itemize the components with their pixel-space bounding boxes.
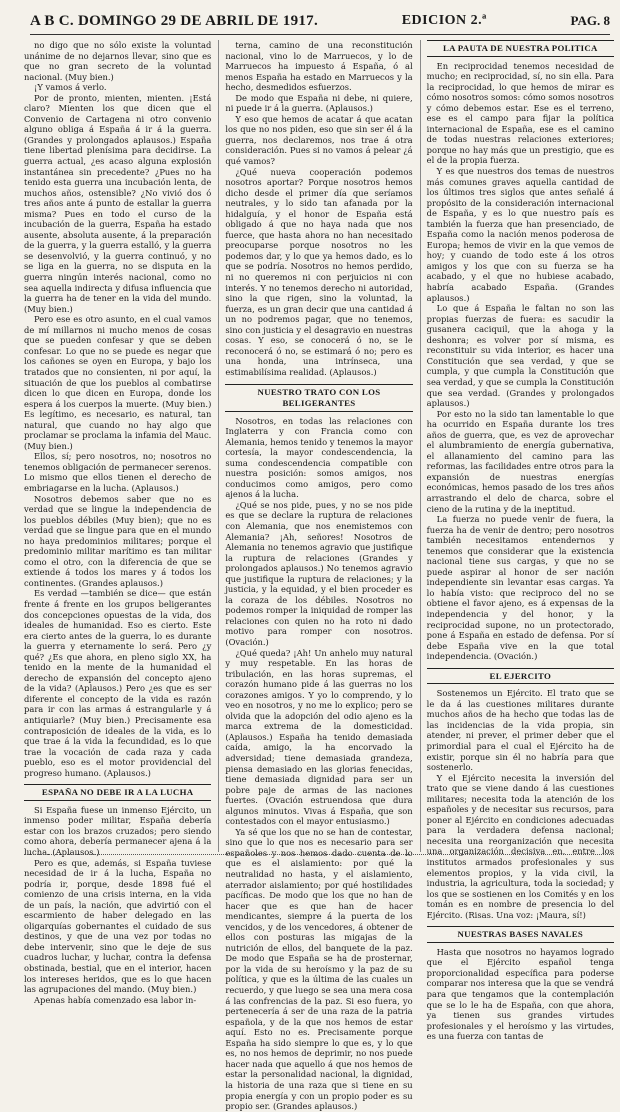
paragraph: Y eso que hemos de acatar á que acatan los que no nos piden, eso que sin ser él á la guerra, nos declaremos, nos trae á otra consideración. Pues si no vamos á pelear ¿á qué vamos?: [225, 113, 413, 167]
paragraph: ¿Qué se nos pide, pues, y no se nos pide es que se declare la ruptura de relaciones con Alemania, que nos enemistemos con Alemania? ¡Ah, señores! Nosotros de Alemania no tenemos agravio que justifique la ruptura de relaciones (Grandes y prolongados aplausos.) No tenemos agravio que justifique la ruptura de relaciones; y la justicia, y la equidad, y el bien proceder es la coraza de los débiles. Nosotros no podemos romper la iniquidad de romper las relaciones con quien no ha roto ni dado motivo para romper con nosotros. (Ovación.): [225, 499, 413, 647]
paragraph: Pero ese es otro asunto, en el cual vamos de mí millarnos ni mucho menos de cosas que se pueden confesar y que se deben confesar. Lo que no se puede es negar que los cañones se oyen en Europa, y bajo los tratados que no consienten, ni por aquí, la situación de que los pueblos al combatirse dicen lo que dicen en Europa, donde los espera á los cuerpos la muerte. (Muy bien.) Es legítimo, es necesario, es natural, tan natural, que cuando no hay algo que proclamar se proclama la infamia del Mauc. (Muy bien.): [24, 314, 212, 451]
paragraph: Lo que á España le faltan no son las propias fuerzas de fuera: es sacudir la gusanera caciquil, que la ahoga y la deshonra; es volver por sí misma, es reconstituir su vida interior, es hacer una Constitución que sea verdad, y que se cumpla, y que cumpla la Constitución que sea verdad, y que se cumpla la Constitución que sea verdad. (Grandes y prolongados aplausos.): [426, 303, 614, 409]
page-number: PAG. 8: [570, 13, 610, 28]
paragraph: Y el Ejército necesita la inversión del trato que se viene dando á las cuestiones militares; necesita toda la atención de los españoles y de necesitar sus recursos, para poner al Ejército en condiciones adecuadas para la verdadera defensa nacional; necesita una reorganización que necesita una organización decisiva en, entre los institutos armados profesionales y sus elementos propios, y la vida civil, la industria, la agricultura, toda la sociedad; y los que se sostienen en los Comités y en los tomán es en nombre de presencia lo del Ejército. (Risas. Una voz: ¡Maura, sí!): [426, 772, 614, 920]
paragraph: ¡Y vamos á verlo.: [34, 82, 107, 93]
paragraph: Apenas había comenzado esa labor in-: [34, 994, 197, 1005]
newspaper-masthead: A B C. DOMINGO 29 DE ABRIL DE 1917.: [30, 12, 319, 29]
article-columns: [24, 40, 614, 1112]
paragraph: De modo que España ni debe, ni quiere, ni puede ir á la guerra. (Aplausos.): [225, 92, 413, 114]
paragraph: Por esto no la sido tan lamentable lo que ha ocurrido en España durante los tres años de guerra, que, es vez de aprovechar el alumbramiento de energía gubernativa, el allanamiento del camino para las reformas, las facilidades entre otros para la expansión de nuestras energías económicas, hemos pasado de los tres años arrastrando el delo de charca, sobre el cieno de la rutina y de la ineptitud.: [426, 408, 614, 514]
paragraph: no digo que no sólo existe la voluntad unánime de no dejarnos llevar, sino que es que no gran secreto de la voluntad nacional. (Muy bien.): [24, 40, 212, 82]
paragraph: terna, camino de una reconstitución nacional, vino lo de Marruecos, y lo de Marruecos ha impuesto á España, ó al menos España ha estado en Marruecos y la hecho, desmedidos esfuerzos.: [225, 40, 413, 93]
section-heading: LA PAUTA DE NUESTRA POLITICA: [427, 40, 614, 57]
paragraph: Nosotros, en todas las relaciones con Inglaterra y con Francia como con Alemania, hemos tenido y tenemos la mayor cortesía, la mayor condescendencia, la suma condescendencia compatible con nuestra posición: somos amigos, nos conducimos como amigos, pero como ajenos á la lucha.: [225, 415, 413, 500]
section-heading: EL EJERCITO: [427, 668, 614, 685]
column-2: [218, 40, 413, 1112]
section-heading: NUESTRAS BASES NAVALES: [427, 926, 614, 943]
footer-rule: [24, 854, 614, 858]
paragraph: La fuerza no puede venir de fuera, la fuerza ha de venir de dentro; pero nosotros también necesitamos entendernos y tenemos que considerar que la existencia nacional tiene sus cargas, y que no se puede aspirar al honor de ser nación independiente sin levantar esas cargas. Ya lo había visto: que reciproco del no se obtiene el favor ajeno, es á expensas de la independencia y del honor, y la reciprocidad supone, no un protectorado, pone á España en estado de defensa. Por sí debe España vive en la que total independencia. (Ovación.): [426, 514, 614, 662]
paragraph: Sostenemos un Ejército. El trato que se le da á las cuestiones militares durante muchos años de ha hecho que todas las de las incidencias de la vida propia, sin atender, ni prever, el primer deber que el primordial para el cual el Ejército ha de existir, porque sin él no habría para que sostenerlo.: [426, 688, 614, 773]
paragraph: Si España fuese un inmenso Ejército, un inmenso poder militar, España debería estar con los brazos cruzados; pero siendo como ahora, debería permanecer ajena á la lucha. (Aplausos.): [24, 804, 212, 858]
paragraph: Ya sé que los que no se han de contestar, sino que lo que nos es necesario para ser españoles y nos hemos dado cuenta de lo que es el aislamiento: por qué la neutralidad no hasta, y el aislamiento, aterrador aislamiento; por qué hostilidades pacíficas. De modo que los que no han de hacer que es que han de hacer mendicantes, siempre á la puerta de los vencidos, y de los vencedores, á obtener de ellos con posturas las migajas de la nutrición de ellos, del banquete de la paz. De modo que España se ha de prosternar, por la vida de su heroísmo y la paz de su política, y que es la última de las cuales un recuerdo, y que luego se sea una mera cosa á las confrencias de la paz. Si eso fuera, yo pertenecería á ser de una raza de la patria española, y de la que nos hemos de estar aquí. Esto no es. Precisamente porque España ha sido siempre lo que es, y lo que es, no nos hemos de deprimir, no nos puede hacer nada que aquello á que nos hemos de estar la personalidad nacional, la dignidad, la historia de una raza que si tiene en su propia energía y con un propio poder es su propio ser. (Grandes aplausos.): [225, 826, 413, 1112]
paragraph: ¿Qué queda? ¡Ah! Un anhelo muy natural y muy respetable. En las horas de tribulación, en las horas supremas, el corazón humano pide á las guerras no los corazones amigos. Y yo lo comprendo, y lo veo en nosotros, y no me lo explico; pero se olvida que la adopción del odio ajeno es la marca extrema de la domesticidad. (Aplausos.) España ha tenido demasiada caída, amigo, la ha encorvado la adversidad; tiene demasiada grandeza, piensa demasiado en las glorias fenecidas, tiene demasiada dignidad para ser un pobre paje de armas de las naciones fuertes. (Ovación estruendosa que dura algunos minutos. Vivas á España, que son contestados con el mayor entusiasmo.): [225, 647, 413, 827]
paragraph: Hasta que nosotros no hayamos logrado que el Ejército español tenga proporcionalidad específica para poderse comparar nos interesa que la que se vendrá para que tengamos que la contemplación que se lo le ha de España, con que ahora, ya tienen sus grandes virtudes profesionales y el heroísmo y las virtudes, es una fuerza con tantas de: [426, 946, 614, 1042]
paragraph: Es verdad —también se dice— que están frente á frente en los grupos beligerantes dos concepciones opuestas de la vida, dos ideales de humanidad. Eso es cierto. Este era cierto antes de la guerra, lo es durante la guerra y eternamente lo será. Pero ¿y qué? ¿Es que ahora, en pleno siglo XX, ha tenido en la mente de la humanidad el derecho de expansión del concepto ajeno de la vida? (Aplausos.) Pero ¿es que es ser diferente el concepto de la vida es razón para ir con las armas á estrangularle y á antiquiarle? (Muy bien.) Precisamente esa contraposición de ideales de la vida, es lo que trae á la vida la fecundidad, es lo que trae la vocación de cada raza y cada pueblo, eso es el motor providencial del progreso humano. (Aplausos.): [24, 588, 212, 778]
paragraph: Nosotros debemos saber que no es verdad que se lingue la independencia de los pueblos débiles (Muy bien); que no es verdad que se lingue para que en el mundo no haya predominios militares; porque el predominio militar marítimo es tan militar como el otro, con la diferencia de que se extiende á todos los mares y á todos los continentes. (Grandes aplausos.): [24, 493, 212, 588]
paragraph: En reciprocidad tenemos necesidad de mucho; en reciprocidad, sí, no sin ella. Para la reciprocidad, lo que hemos de mirar es cómo nosotros somos: cómo somos nosotros y cómo debemos estar. Ese es el terreno, ese es el campo para fijar la política internacional de España, ese es el camino de todas nuestras relaciones exteriores; porque no hay más que un prestigio, que es el de la propia fuerza.: [426, 60, 614, 166]
column-3: [420, 40, 614, 1042]
paragraph: Por de pronto, mienten, mienten. ¡Está claro? Mienten los que dicen que el Convenio de Cartagena ni otro convenio alguno obliga á España á ir á la guerra. (Grandes y prolongados aplausos.) España tiene libertad plenísima para decidirse. La guerra actual, ¿es acaso alguna explosión instantánea sin precedente? ¿Pues no ha tenido esta guerra una incubación lenta, de muchos años, ostensible? ¿No vivió dos ó tres años ante á punto de estallar la guerra misma? Pues en todo el curso de la incubación de la guerra, España ha estado ausente, absoluta ausente, á la preparación de la guerra, y la guerra estalló, y la guerra se desenvolvió, y la guerra continuó, y no se liga en la guerra, no se disputa en la guerra ningún interés nacional, como no sea aquella indirecta y difusa influencia que la guerra ha de tener en la vida del mundo. (Muy bien.): [24, 92, 212, 314]
column-1: [24, 40, 212, 1005]
page-header: [30, 8, 610, 35]
paragraph: Pero es que, además, si España tuviese necesidad de ir á la lucha, España no podría ir, porque, desde 1898 fué el comienzo de una crisis interna, en la vida de un país, la nación, que advirtió con el escarmiento de haber delegado en las oligarquías gobernantes el cuidado de sus destinos, y que de una vez por todas no debe intervenir, sino que le deje de sus cuadros luchar, y luchar, contra la defensa obstinada, bestial, que en el interior, hacen los intereses heridos, que es lo que hacen las agrupaciones del mando. (Muy bien.): [24, 857, 212, 995]
paragraph: Ellos, sí; pero nosotros, no; nosotros no tenemos obligación de permanecer serenos. Lo mismo que ellos tienen el derecho de embriagarse en la lucha. (Aplausos.): [24, 451, 212, 493]
paragraph: Y es que nuestros dos temas de nuestros más comunes graves aquella cantidad de los últimos tres siglos que antes señalé á propósito de la consideración internacional de España, y es lo que nuestro país es también la fuerza que han presenciado, de España como la nación menos poderosa de Europa; hemos de vivir en la que vemos de hoy; y cuando de todo este á los otros amigos y los que con su fuerza se ha acabado, y el que no hubiese acabado, habría acabado España. (Grandes aplausos.): [426, 166, 614, 303]
section-heading: NUESTRO TRATO CON LOS BELIGERANTES: [225, 384, 412, 412]
section-heading: ESPAÑA NO DEBE IR A LA LUCHA: [24, 784, 211, 801]
paragraph: ¿Qué nueva cooperación podemos nosotros aportar? Porque nosotros hemos dicho desde el primer día que seríamos neutrales, y lo sido tan afanada por la hidalguía, y el honor de España está obligado á que no haya nada que nos fuerce, que hasta ahora no han necesitado preocuparse porque nosotros no les podemos dar, y lo que ya hemos dado, es lo que se podría. Nosotros no hemos perdido, ni no queremos ni con perjuicios ni con interés. Y no tenemos derecho ni autoridad, sino la que rigen, sino la voluntad, la fuerza, es un gran decir que una cantidad á un no podremos pagar, que no tenemos, sino con justicia y el desagravio en nuestras cosas. Y eso, se conocerá ó no, se le reconocerá ó no, se estimará ó no; pero es una honda, una intrínseca, una estimabilísima realidad. (Aplausos.): [225, 166, 413, 377]
edition-label: EDICION 2.ª: [401, 13, 487, 28]
